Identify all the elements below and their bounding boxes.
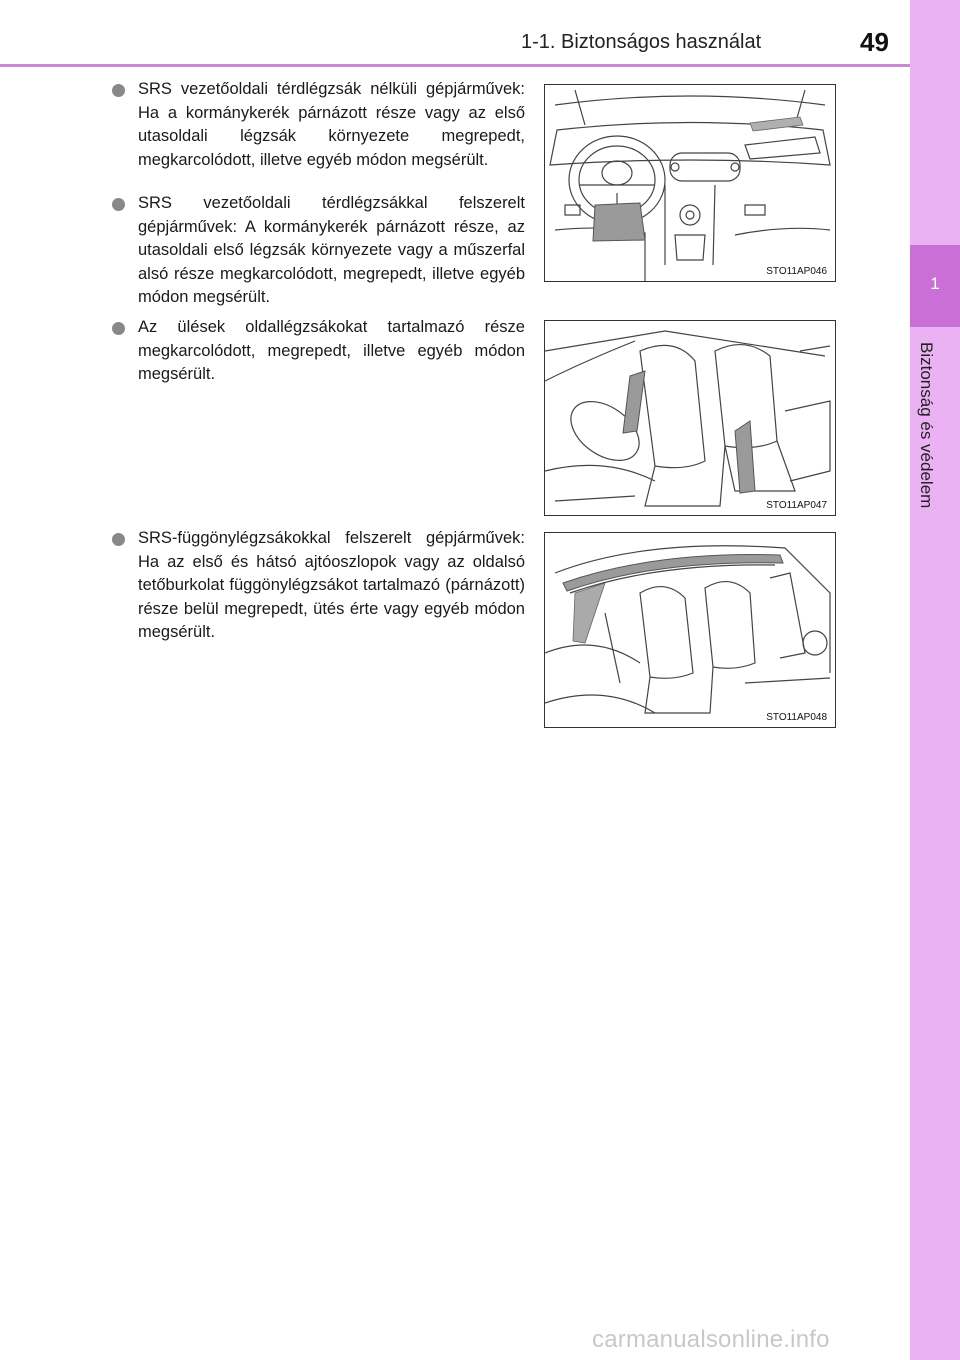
bullet-icon bbox=[112, 533, 125, 546]
watermark[interactable]: carmanualsonline.info bbox=[592, 1326, 830, 1353]
list-item bbox=[112, 527, 525, 645]
bullet-icon bbox=[112, 322, 125, 335]
bullet-text: SRS vezetőoldali térdlégzsákkal felszerelt gépjárművek: A kormánykerék párnázott része, az utasoldali első légzsák környezete vagy a műszerfal alsó része megkarcolódott, megrepedt, illetve egyéb módon megsérült. bbox=[138, 194, 525, 306]
header-rule bbox=[0, 64, 910, 67]
figure-code: STO11AP046 bbox=[766, 266, 827, 277]
chapter-number: 1 bbox=[930, 274, 940, 293]
bullet-text: SRS vezetőoldali térdlégzsák nélküli gépjárművek: Ha a kormánykerék párnázott része vagy az első utasoldali légzsák környezete megrepedt, megkarcolódott, illetve egyéb módon megsérült. bbox=[138, 80, 525, 169]
list-item bbox=[112, 78, 525, 172]
list-item bbox=[112, 192, 525, 310]
figure-code: STO11AP047 bbox=[766, 500, 827, 511]
bullet-text: SRS-függönylégzsákokkal felszerelt gépjárművek: Ha az első és hátsó ajtóoszlopok vagy az oldalsó tetőburkolat függönylégzsákot tartalmazó (párnázott) része belül megrepedt, ütés érte vagy egyéb módon megsérült. bbox=[138, 529, 525, 641]
figure-dashboard bbox=[544, 84, 836, 282]
dashboard-illustration-icon bbox=[545, 85, 835, 281]
front-seats-side-airbag-illustration-icon bbox=[545, 321, 835, 515]
list-item bbox=[112, 316, 525, 387]
chapter-label: Biztonság és védelem bbox=[917, 342, 936, 509]
bullet-text: Az ülések oldallégzsákokat tartalmazó része megkarcolódott, megrepedt, illetve egyéb módon megsérült. bbox=[138, 318, 525, 383]
bullet-icon bbox=[112, 84, 125, 97]
curtain-airbag-cabin-illustration-icon bbox=[545, 533, 835, 727]
section-title: 1-1. Biztonságos használat bbox=[521, 31, 762, 53]
figure-side-airbags bbox=[544, 320, 836, 516]
bullet-icon bbox=[112, 198, 125, 211]
figure-curtain-airbags bbox=[544, 532, 836, 728]
chapter-side-tab bbox=[910, 0, 960, 1360]
page-number: 49 bbox=[860, 27, 889, 57]
figure-code: STO11AP048 bbox=[766, 712, 827, 723]
